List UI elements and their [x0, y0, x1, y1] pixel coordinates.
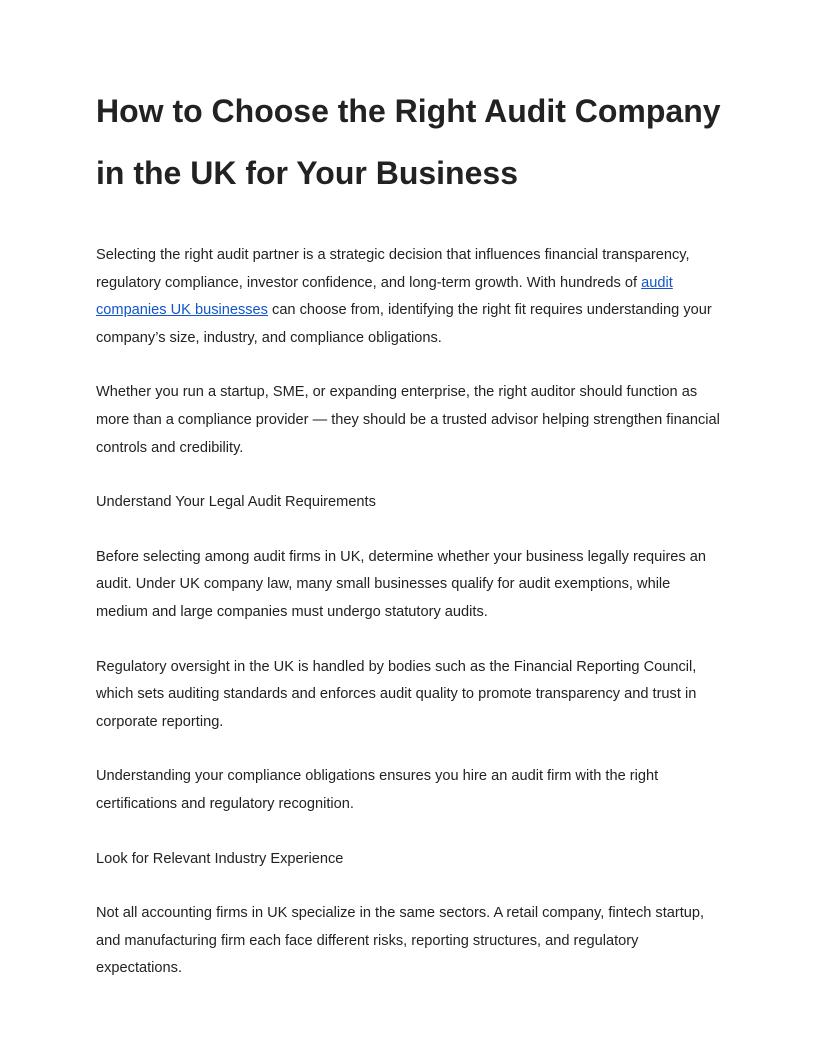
paragraph-3: Before selecting among audit firms in UK, determine whether your business legally requires an audit. Under UK company law, many small businesses qualify for audit exemptions, while medium and large companies must undergo statutory audits.	[96, 548, 707, 620]
document-page	[96, 80, 726, 1010]
intro-text-start: Selecting the right audit partner is a strategic decision that influences financial transparency, regulatory compliance, investor confidence, and long-term growth. With hundreds of	[96, 247, 690, 291]
audit-companies-link[interactable]: audit companies UK businesses	[96, 274, 673, 319]
paragraph-4: Regulatory oversight in the UK is handled by bodies such as the Financial Reporting Council, which sets auditing standards and enforces audit quality to promote transparency and trust in corporate reporting.	[96, 658, 697, 730]
paragraph-5: Understanding your compliance obligations ensures you hire an audit firm with the right certifications and regulatory recognition.	[96, 768, 659, 812]
document-title	[96, 80, 726, 204]
spacer	[96, 204, 726, 242]
intro-paragraph	[96, 242, 726, 352]
paragraph-2: Whether you run a startup, SME, or expanding enterprise, the right auditor should function as more than a compliance provider — they should be a trusted advisor helping strengthen financial controls and credibility.	[96, 384, 720, 456]
title-line-1: How to Choose the Right Audit Company	[96, 93, 721, 129]
intro-text-end: can choose from, identifying the right fit requires understanding your company’s size, industry, and compliance obligations.	[96, 302, 712, 346]
section-heading-legal-requirements: Understand Your Legal Audit Requirements	[96, 494, 376, 511]
paragraph-6: Not all accounting firms in UK specialize in the same sectors. A retail company, fintech startup, and manufacturing firm each face different risks, reporting structures, and regulatory expectations.	[96, 905, 705, 977]
section-heading-industry-experience: Look for Relevant Industry Experience	[96, 850, 344, 867]
title-line-2: in the UK for Your Business	[96, 155, 518, 191]
